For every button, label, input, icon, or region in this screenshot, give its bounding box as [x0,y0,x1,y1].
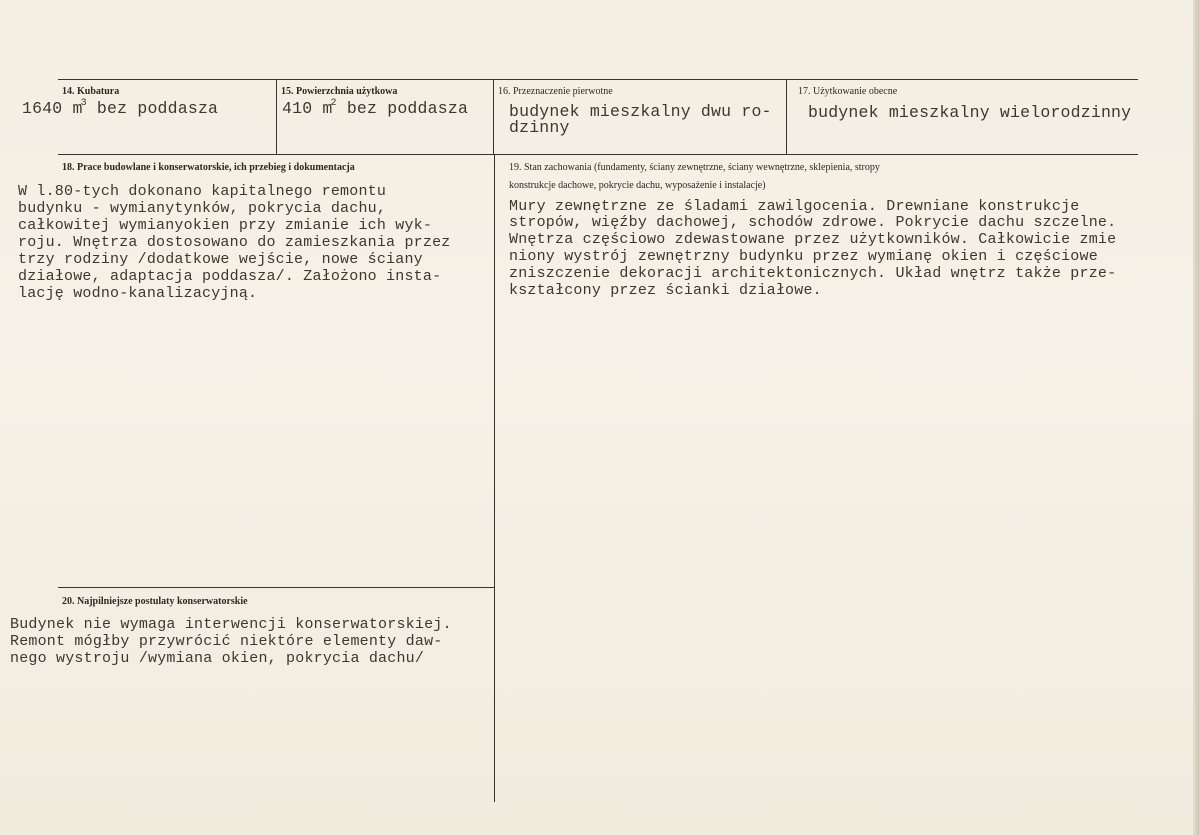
field20-top-rule [58,587,494,588]
field-14-note: bez poddasza [86,99,219,118]
field-18-line-5: trzy rodziny /dodatkowe wejście, nowe ściany [18,251,423,268]
field-14-unit-exponent: 3 [80,98,87,109]
field-14-number: 1640 m [22,99,83,118]
field-18-line-2: budynku - wymianytynków, pokrycia dachu, [18,200,387,217]
top-rule [58,79,1138,80]
divider-15-16 [493,79,494,155]
divider-16-17 [786,79,787,155]
field-20-line-1: Budynek nie wymaga interwencji konserwatorskiej. [10,616,452,633]
field-14-value [22,100,218,120]
field-20-line-3: nego wystroju /wymiana okien, pokrycia dachu/ [10,650,425,667]
row1-bottom-rule [58,154,1138,155]
field-19-line-2: stropów, więźby dachowej, schodów zdrowe. Pokrycie dachu szczelne. [509,214,1117,231]
field-17-label: 17. Użytkowanie obecne [798,86,898,97]
field-16-line-1: budynek mieszkalny dwu ro- [509,102,772,121]
field-16-line-2: dzinny [509,118,570,137]
field-15-value [282,100,468,120]
field-19-line-6: kształcony przez ścianki działowe. [509,282,822,299]
field-19-label-line-2: konstrukcje dachowe, pokrycie dachu, wyposażenie i instalacje) [509,180,766,191]
field-15-note: bez poddasza [336,99,469,118]
field-19-line-5: zniszczenie dekoracji architektonicznych. Układ wnętrz także prze- [509,265,1117,282]
field-14-label: 14. Kubatura [62,86,120,97]
field-17-value: budynek mieszkalny wielorodzinny [808,103,1132,122]
field-15-number: 410 m [282,99,333,118]
field-19-label-line-1: 19. Stan zachowania (fundamenty, ściany zewnętrzne, ściany wewnętrzne, sklepienia, stropy [509,162,880,173]
field-18-line-7: lację wodno-kanalizacyjną. [18,285,258,302]
field-20-line-2: Remont mógłby przywrócić niektóre elementy daw- [10,633,443,650]
field-18-line-3: całkowitej wymianyokien przy zmianie ich wyk- [18,217,433,234]
field-18-line-6: działowe, adaptacja poddasza/. Założono insta- [18,268,442,285]
field-19-line-1: Mury zewnętrzne ze śladami zawilgocenia. Drewniane konstrukcje [509,198,1080,215]
field-15-label: 15. Powierzchnia użytkowa [281,86,398,97]
field-19-line-3: Wnętrza częściowo zdewastowane przez użytkowników. Całkowicie zmie [509,231,1117,248]
field-20-label: 20. Najpilniejsze postulaty konserwatorskie [62,596,248,607]
field-18-label: 18. Prace budowlane i konserwatorskie, ich przebieg i dokumentacja [62,162,355,173]
page-edge [1193,0,1199,835]
field-18-line-1: W l.80-tych dokonano kapitalnego remontu [18,183,387,200]
field-15-unit-exponent: 2 [330,98,337,109]
divider-main [494,154,495,802]
field-18-line-4: roju. Wnętrza dostosowano do zamieszkania przez [18,234,451,251]
field-16-label: 16. Przeznaczenie pierwotne [498,86,613,97]
divider-14-15 [276,79,277,155]
field-19-line-4: niony wystrój zewnętrzny budynku przez wymianę okien i częściowe [509,248,1098,265]
